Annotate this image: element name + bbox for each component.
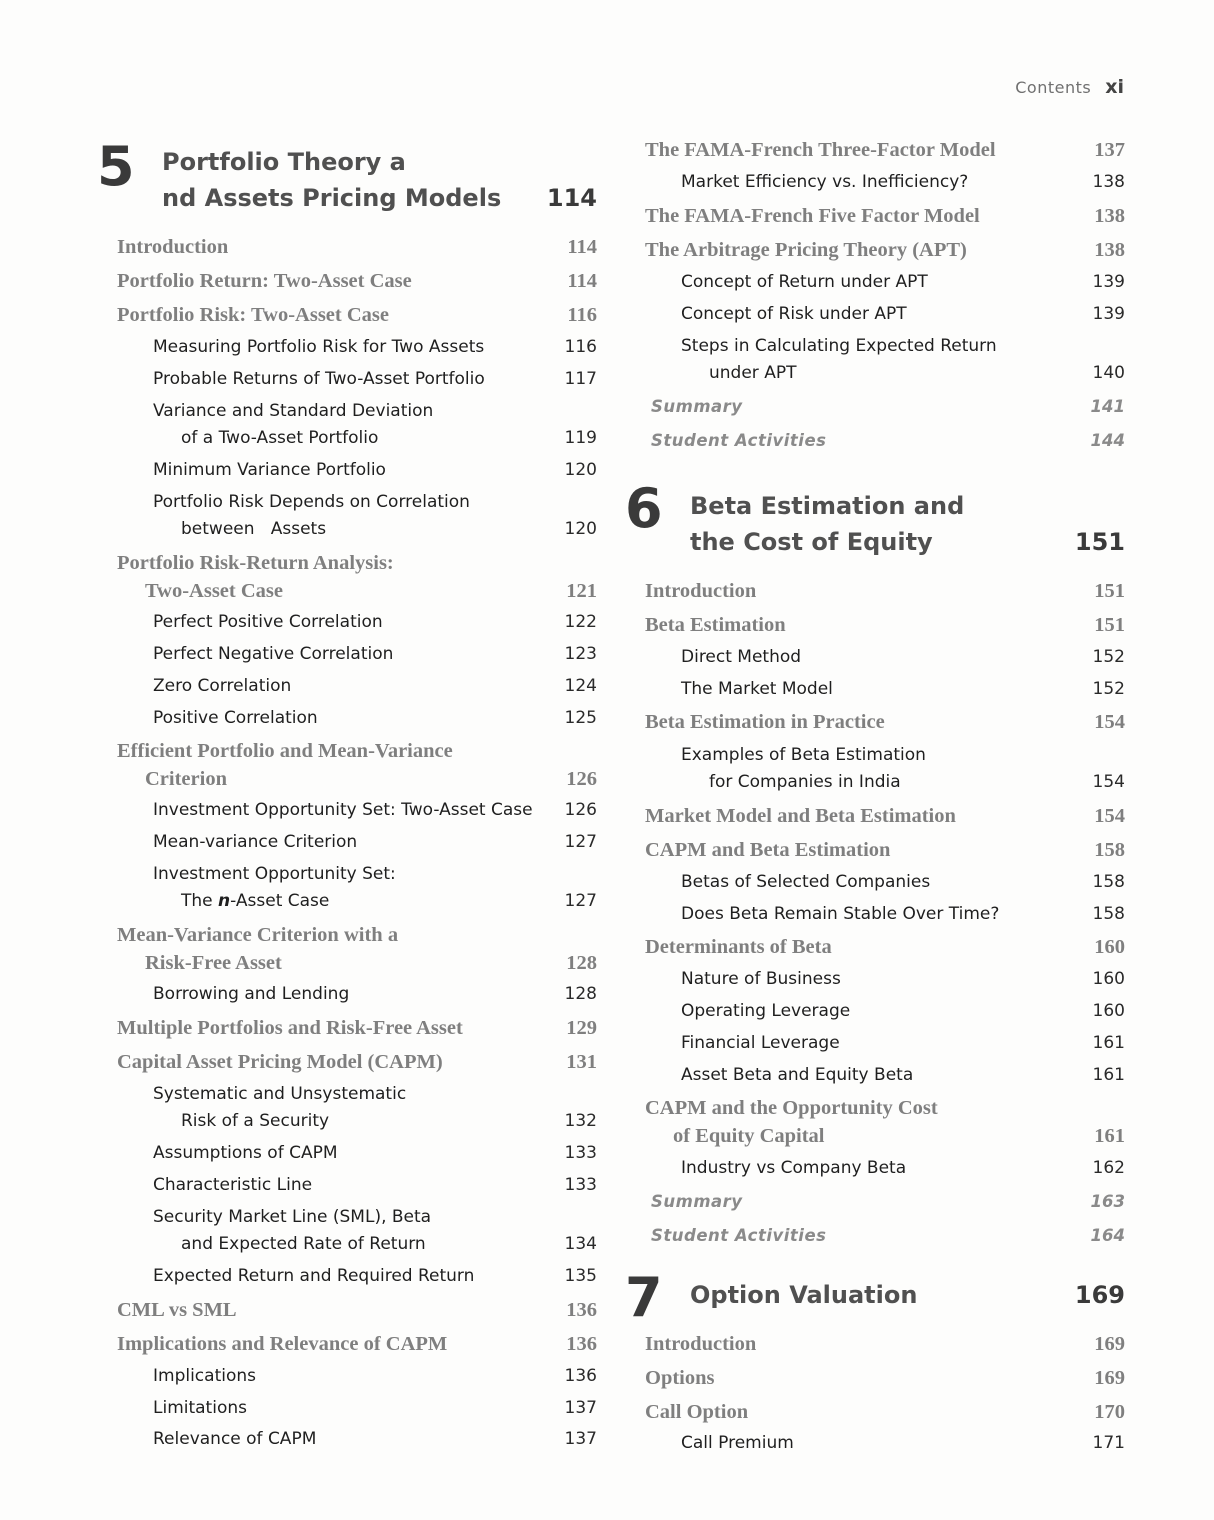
chapter-title-line2: nd Assets Pricing Models xyxy=(162,184,502,212)
entry-page: 138 xyxy=(1092,172,1125,192)
entry-title: The FAMA-French Three-Factor Model xyxy=(645,139,996,161)
entry-title: Beta Estimation xyxy=(645,614,786,636)
entry-page: 116 xyxy=(567,304,597,326)
entry-title: Implications xyxy=(153,1366,256,1386)
entry-page: 128 xyxy=(566,952,597,974)
entry-title-cont xyxy=(181,887,329,915)
entry-page: 136 xyxy=(566,1333,597,1355)
entry-title: Introduction xyxy=(117,236,229,258)
entry-title: Options xyxy=(645,1367,715,1389)
entry-page: 152 xyxy=(1092,647,1125,667)
entry-title: Perfect Positive Correlation xyxy=(153,612,383,632)
entry-page: 137 xyxy=(564,1398,597,1418)
entry-title: CAPM and the Opportunity Cost xyxy=(645,1097,938,1119)
entry-page: 158 xyxy=(1092,904,1125,924)
entry-title: Investment Opportunity Set: Two-Asset Case xyxy=(153,800,533,820)
entry-title: The Market Model xyxy=(681,679,833,699)
entry-title: Mean-Variance Criterion with a xyxy=(117,924,399,946)
entry-title-cont: and Expected Rate of Return xyxy=(181,1234,426,1254)
entry-title: Summary xyxy=(651,1192,743,1211)
chapter-number: 6 xyxy=(625,477,663,540)
entry-page: 169 xyxy=(1094,1367,1125,1389)
entry-title: Call Premium xyxy=(681,1433,794,1453)
entry-page: 122 xyxy=(564,612,597,632)
entry-page: 170 xyxy=(1094,1401,1125,1423)
entry-page: 117 xyxy=(564,369,597,389)
entry-page: 116 xyxy=(564,337,597,357)
chapter-page: 151 xyxy=(1074,528,1125,556)
running-head xyxy=(1015,76,1124,98)
entry-title: CAPM and Beta Estimation xyxy=(645,839,891,861)
entry-page: 151 xyxy=(1094,614,1125,636)
entry-title-pre: The xyxy=(181,891,219,911)
entry-page: 161 xyxy=(1092,1065,1125,1085)
entry-title-cont: Criterion xyxy=(145,768,227,790)
entry-page: 169 xyxy=(1094,1333,1125,1355)
entry-page: 135 xyxy=(564,1266,597,1286)
entry-title-cont: of Equity Capital xyxy=(673,1125,825,1147)
entry-page: 129 xyxy=(566,1017,597,1039)
entry-title: Student Activities xyxy=(651,1226,827,1245)
entry-title: Investment Opportunity Set: xyxy=(153,864,396,884)
entry-title: Assumptions of CAPM xyxy=(153,1143,338,1163)
entry-title: Direct Method xyxy=(681,647,802,667)
entry-title-cont: Risk of a Security xyxy=(181,1111,330,1131)
entry-title: Minimum Variance Portfolio xyxy=(153,460,386,480)
entry-title: Relevance of CAPM xyxy=(153,1429,317,1449)
entry-title: Operating Leverage xyxy=(681,1001,851,1021)
entry-page: 127 xyxy=(564,832,597,852)
entry-page: 154 xyxy=(1094,711,1125,733)
entry-title: Expected Return and Required Return xyxy=(153,1266,475,1286)
entry-title-cont: under APT xyxy=(709,363,797,383)
entry-page: 127 xyxy=(564,891,597,911)
entry-title: Market Efficiency vs. Inefficiency? xyxy=(681,172,969,192)
entry-title-em: n xyxy=(218,891,231,911)
entry-page: 140 xyxy=(1092,363,1125,383)
entry-title-cont: for Companies in India xyxy=(709,772,901,792)
chapter-title-line1: Beta Estimation and xyxy=(690,492,965,520)
entry-page: 128 xyxy=(564,984,597,1004)
chapter-page: 114 xyxy=(546,184,597,212)
entry-page: 131 xyxy=(566,1051,597,1073)
entry-page: 141 xyxy=(1090,397,1125,416)
entry-title: Implications and Relevance of CAPM xyxy=(117,1333,448,1355)
entry-title: CML vs SML xyxy=(117,1299,237,1321)
entry-page: 160 xyxy=(1092,969,1125,989)
entry-page: 134 xyxy=(564,1234,597,1254)
entry-title: Efficient Portfolio and Mean-Variance xyxy=(117,740,453,762)
entry-page: 132 xyxy=(564,1111,597,1131)
entry-page: 158 xyxy=(1092,872,1125,892)
entry-title: Multiple Portfolios and Risk-Free Asset xyxy=(117,1017,463,1039)
entry-title: Perfect Negative Correlation xyxy=(153,644,394,664)
entry-title: Concept of Return under APT xyxy=(681,272,928,292)
entry-page: 119 xyxy=(564,428,597,448)
entry-page: 154 xyxy=(1094,805,1125,827)
entry-page: 120 xyxy=(564,519,597,539)
entry-title: Borrowing and Lending xyxy=(153,984,350,1004)
entry-page: 133 xyxy=(564,1143,597,1163)
chapter-page: 169 xyxy=(1074,1281,1125,1309)
entry-title: Systematic and Unsystematic xyxy=(153,1084,407,1104)
entry-title-cont: of a Two-Asset Portfolio xyxy=(181,428,379,448)
entry-page: 154 xyxy=(1092,772,1125,792)
chapter-number: 7 xyxy=(625,1266,663,1329)
entry-title: Portfolio Return: Two-Asset Case xyxy=(117,270,412,292)
entry-page: 126 xyxy=(564,800,597,820)
entry-page: 160 xyxy=(1092,1001,1125,1021)
entry-title: Mean-variance Criterion xyxy=(153,832,358,852)
entry-page: 136 xyxy=(566,1299,597,1321)
entry-title: Asset Beta and Equity Beta xyxy=(681,1065,914,1085)
entry-title-cont: between Assets xyxy=(181,519,327,539)
entry-page: 137 xyxy=(564,1429,597,1449)
entry-page: 171 xyxy=(1092,1433,1125,1453)
entry-page: 114 xyxy=(567,270,597,292)
entry-title: Student Activities xyxy=(651,431,827,450)
chapter-title-line1: Portfolio Theory a xyxy=(162,148,406,176)
entry-page: 161 xyxy=(1092,1033,1125,1053)
entry-title: Zero Correlation xyxy=(153,676,292,696)
entry-page: 144 xyxy=(1090,431,1125,450)
entry-page: 151 xyxy=(1094,580,1125,602)
entry-page: 164 xyxy=(1090,1226,1125,1245)
entry-title: Determinants of Beta xyxy=(645,936,832,958)
entry-title: Market Model and Beta Estimation xyxy=(645,805,956,827)
entry-title: Variance and Standard Deviation xyxy=(153,401,434,421)
entry-title: Capital Asset Pricing Model (CAPM) xyxy=(117,1051,443,1073)
entry-page: 136 xyxy=(564,1366,597,1386)
chapter-number: 5 xyxy=(97,135,135,198)
entry-title-cont: Risk-Free Asset xyxy=(145,952,282,974)
entry-title: Does Beta Remain Stable Over Time? xyxy=(681,904,1000,924)
entry-page: 125 xyxy=(564,708,597,728)
entry-page: 161 xyxy=(1094,1125,1125,1147)
entry-page: 138 xyxy=(1094,239,1125,261)
entry-page: 114 xyxy=(567,236,597,258)
entry-title: The Arbitrage Pricing Theory (APT) xyxy=(645,239,967,261)
entry-title: Measuring Portfolio Risk for Two Assets xyxy=(153,337,485,357)
entry-title: Portfolio Risk Depends on Correlation xyxy=(153,492,470,512)
entry-title: Portfolio Risk: Two-Asset Case xyxy=(117,304,389,326)
entry-page: 139 xyxy=(1092,304,1125,324)
page-number: xi xyxy=(1105,76,1124,98)
entry-title: Introduction xyxy=(645,1333,757,1355)
entry-title: Characteristic Line xyxy=(153,1175,313,1195)
entry-title: Introduction xyxy=(645,580,757,602)
entry-title: Nature of Business xyxy=(681,969,841,989)
entry-title: Betas of Selected Companies xyxy=(681,872,931,892)
entry-title: Limitations xyxy=(153,1398,247,1418)
chapter-title: Option Valuation xyxy=(690,1281,918,1309)
entry-page: 158 xyxy=(1094,839,1125,861)
entry-page: 163 xyxy=(1090,1192,1125,1211)
entry-page: 152 xyxy=(1092,679,1125,699)
entry-title: Positive Correlation xyxy=(153,708,318,728)
entry-page: 123 xyxy=(564,644,597,664)
entry-title: Examples of Beta Estimation xyxy=(681,745,926,765)
entry-title: Portfolio Risk-Return Analysis: xyxy=(117,552,394,574)
entry-title: Probable Returns of Two-Asset Portfolio xyxy=(153,369,485,389)
entry-page: 137 xyxy=(1094,139,1125,161)
entry-title-post: -Asset Case xyxy=(230,891,330,911)
entry-page: 124 xyxy=(564,676,597,696)
entry-page: 138 xyxy=(1094,205,1125,227)
entry-page: 139 xyxy=(1092,272,1125,292)
entry-page: 160 xyxy=(1094,936,1125,958)
entry-title: Financial Leverage xyxy=(681,1033,840,1053)
entry-page: 121 xyxy=(566,580,597,602)
entry-title: The FAMA-French Five Factor Model xyxy=(645,205,980,227)
entry-title: Beta Estimation in Practice xyxy=(645,711,885,733)
running-head-label: Contents xyxy=(1015,78,1092,97)
entry-page: 120 xyxy=(564,460,597,480)
entry-title-cont: Two-Asset Case xyxy=(145,580,283,602)
entry-title: Summary xyxy=(651,397,743,416)
entry-page: 126 xyxy=(566,768,597,790)
entry-title: Industry vs Company Beta xyxy=(681,1158,907,1178)
chapter-title-line2: the Cost of Equity xyxy=(690,528,933,556)
entry-title: Call Option xyxy=(645,1401,749,1423)
entry-title: Concept of Risk under APT xyxy=(681,304,907,324)
entry-page: 162 xyxy=(1092,1158,1125,1178)
entry-page: 133 xyxy=(564,1175,597,1195)
entry-title: Steps in Calculating Expected Return xyxy=(681,336,997,356)
entry-title: Security Market Line (SML), Beta xyxy=(153,1207,432,1227)
